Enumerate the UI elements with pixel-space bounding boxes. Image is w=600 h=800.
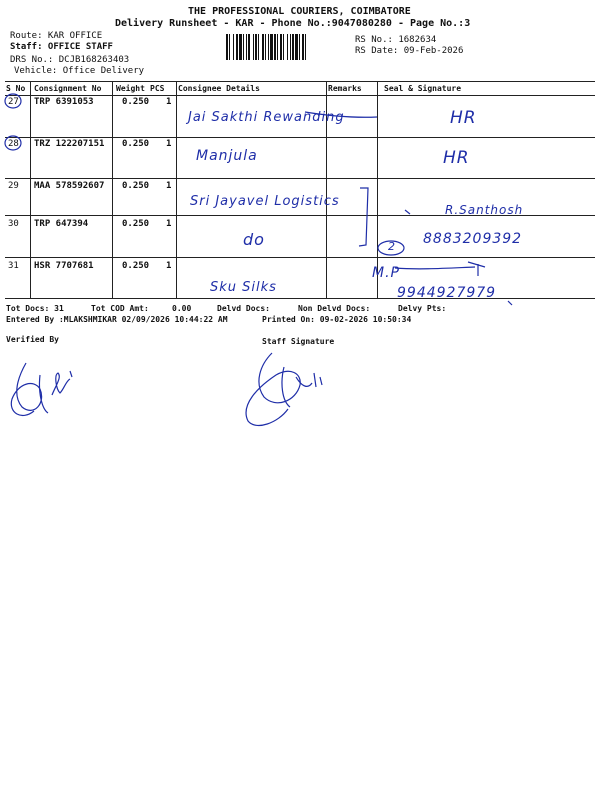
pcs-value: 1 <box>166 97 172 107</box>
printed-on: Printed On: 09-02-2026 10:50:34 <box>262 315 412 324</box>
weight-value: 0.250 <box>122 139 150 149</box>
consignee-name: do <box>243 230 265 249</box>
consignee-name: Jai Sakthi Rewanding <box>188 110 345 125</box>
consignment-number: HSR 7707681 <box>34 261 94 271</box>
weight-value: 0.250 <box>122 219 150 229</box>
consignee-name: Sku Silks <box>210 280 277 295</box>
company-name: THE PROFESSIONAL COURIERS, COIMBATORE <box>188 6 411 17</box>
row-sno: 29 <box>8 181 19 191</box>
header-remarks: Remarks <box>328 84 362 93</box>
delivered-docs: Delvd Docs: <box>217 304 270 313</box>
row-sno: 27 <box>8 97 19 107</box>
consignee-name: Manjula <box>196 148 258 164</box>
receiver-signature: R.Santhosh <box>445 203 524 217</box>
verified-by-label: Verified By <box>6 335 59 344</box>
header-pcs: PCS <box>150 84 165 93</box>
consignee-name: Sri Jayavel Logistics <box>190 194 340 209</box>
consignment-number: TRP 647394 <box>34 219 89 229</box>
handwriting-strokes <box>0 0 600 300</box>
total-docs: Tot Docs: 31 <box>6 304 64 313</box>
header-seal-signature: Seal & Signature <box>384 84 462 93</box>
header-consignment: Consignment No <box>34 84 102 93</box>
drs-number: DRS No.: DCJB168263403 <box>10 55 130 65</box>
rs-number: RS No.: 1682634 <box>355 35 437 45</box>
header-sno: S No <box>6 84 26 93</box>
weight-value: 0.250 <box>122 97 150 107</box>
row-sno: 30 <box>8 219 19 229</box>
non-delivered-docs: Non Delvd Docs: <box>298 304 371 313</box>
pcs-value: 1 <box>166 261 172 271</box>
staff: Staff: OFFICE STAFF <box>10 42 113 52</box>
staff-signature-label: Staff Signature <box>262 337 335 346</box>
pcs-value: 1 <box>166 139 172 149</box>
runsheet-title: Delivery Runsheet - KAR - Phone No.:9047080280 - Page No.:3 <box>115 18 471 29</box>
entered-by: Entered By :MLAKSHMIKAR 02/09/2026 10:44:22 AM <box>6 315 228 324</box>
total-cod-value: 0.00 <box>172 304 192 313</box>
receiver-phone: 9944927979 <box>397 285 497 301</box>
total-cod-label: Tot COD Amt: <box>91 304 149 313</box>
delivery-points: Delvy Pts: <box>398 304 447 313</box>
route: Route: KAR OFFICE <box>10 31 103 41</box>
weight-value: 0.250 <box>122 261 150 271</box>
row-sno: 28 <box>8 139 19 149</box>
weight-value: 0.250 <box>122 181 150 191</box>
row-sno: 31 <box>8 261 19 271</box>
circled-number: 2 <box>388 240 396 253</box>
vehicle: Vehicle: Office Delivery <box>14 66 145 76</box>
header-consignee: Consignee Details <box>178 84 260 93</box>
header-weight: Weight <box>116 84 145 93</box>
consignment-number: MAA 578592607 <box>34 181 105 191</box>
consignment-number: TRP 6391053 <box>34 97 94 107</box>
rs-date: RS Date: 09-Feb-2026 <box>355 46 464 56</box>
pcs-value: 1 <box>166 181 172 191</box>
consignment-number: TRZ 122207151 <box>34 139 105 149</box>
receiver-initials: M.P <box>372 265 400 281</box>
receiver-phone: 8883209392 <box>423 231 523 247</box>
pcs-value: 1 <box>166 219 172 229</box>
receiver-signature: HR <box>450 108 477 128</box>
receiver-signature: HR <box>443 148 470 168</box>
verified-by-signature <box>4 355 94 425</box>
staff-signature <box>236 343 336 433</box>
